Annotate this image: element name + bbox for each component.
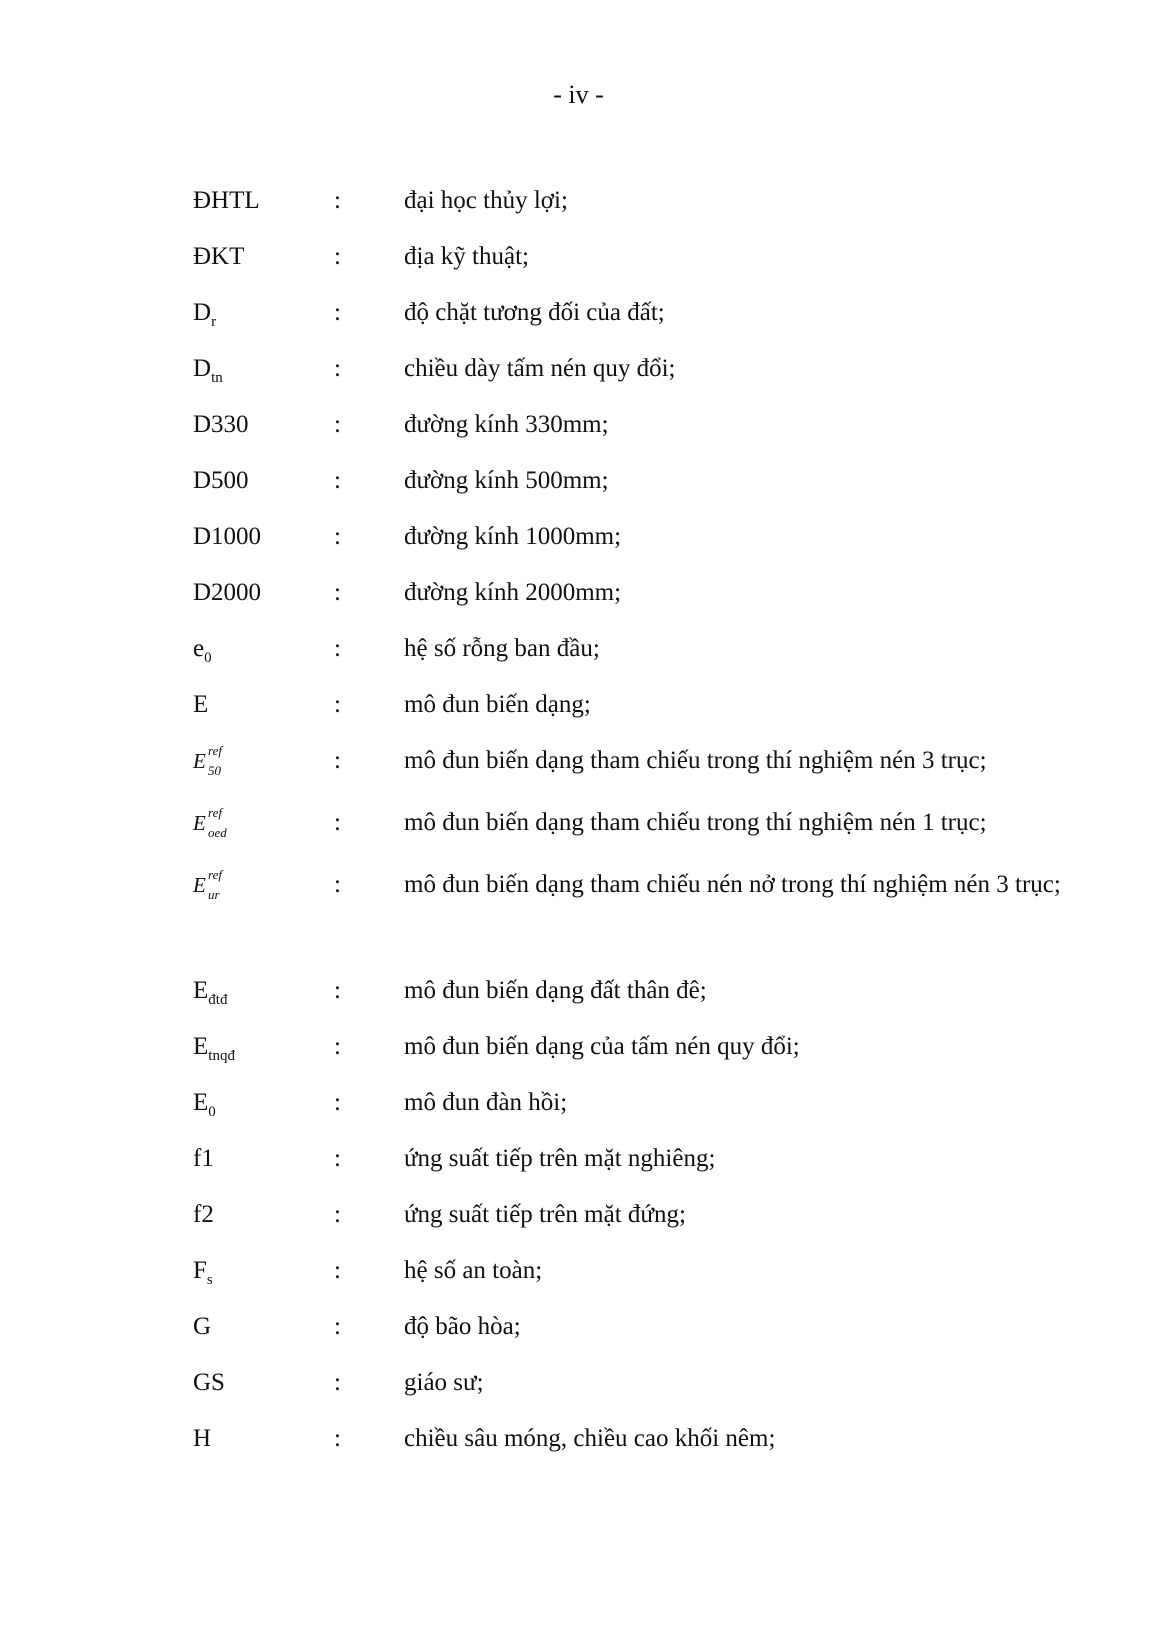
separator: : xyxy=(334,523,341,550)
list-item xyxy=(0,294,1157,350)
definition: đại học thủy lợi; xyxy=(404,187,568,214)
definition: mô đun biến dạng đất thân đê; xyxy=(404,977,707,1004)
list-item xyxy=(0,804,1157,866)
definition: mô đun đàn hồi; xyxy=(404,1089,568,1116)
separator: : xyxy=(334,411,341,438)
definition: độ chặt tương đối của đất; xyxy=(404,299,665,326)
list-item xyxy=(0,1028,1157,1084)
symbol-subscript: ur xyxy=(208,887,220,902)
definition: mô đun biến dạng tham chiếu nén nở trong thí nghiệm nén 3 trục; xyxy=(404,871,1061,898)
separator: : xyxy=(334,1145,341,1172)
symbol-subscript: r xyxy=(211,314,217,330)
symbol-base: e xyxy=(193,635,205,662)
separator: : xyxy=(334,871,341,898)
separator: : xyxy=(334,977,341,1004)
symbol: D1000 xyxy=(193,523,262,550)
list-item xyxy=(0,406,1157,462)
symbol: D500 xyxy=(193,467,249,494)
separator: : xyxy=(334,187,341,214)
symbol xyxy=(193,294,216,332)
definition: địa kỹ thuật; xyxy=(404,243,529,270)
list-item xyxy=(0,1140,1157,1196)
list-item xyxy=(0,350,1157,406)
definition: mô đun biến dạng tham chiếu trong thí nghiệm nén 1 trục; xyxy=(404,809,987,836)
symbol-base: D xyxy=(193,299,212,326)
definition: độ bão hòa; xyxy=(404,1313,521,1340)
symbol-base: E xyxy=(193,1033,209,1060)
definition: mô đun biến dạng; xyxy=(404,691,591,718)
symbol: G xyxy=(193,1313,212,1340)
symbol-subscript: đtđ xyxy=(208,992,228,1008)
definition: đường kính 500mm; xyxy=(404,467,609,494)
symbol: ĐHTL xyxy=(193,187,260,214)
definition: mô đun biến dạng của tấm nén quy đổi; xyxy=(404,1033,800,1060)
separator: : xyxy=(334,467,341,494)
symbol-subscript: 0 xyxy=(208,1104,216,1120)
symbol xyxy=(193,1084,216,1122)
symbol-base: E xyxy=(193,811,206,835)
symbol xyxy=(193,742,236,780)
separator: : xyxy=(334,579,341,606)
list-item xyxy=(0,630,1157,686)
definition: ứng suất tiếp trên mặt đứng; xyxy=(404,1201,686,1228)
symbol xyxy=(193,630,212,668)
definition: hệ số an toàn; xyxy=(404,1257,543,1284)
symbol xyxy=(193,972,227,1010)
math-symbol xyxy=(193,804,236,842)
math-symbol xyxy=(193,866,236,904)
symbol-base: D xyxy=(193,355,212,382)
symbol-subscript: 0 xyxy=(204,650,212,666)
definition: giáo sư; xyxy=(404,1369,484,1396)
symbol-subscript: tn xyxy=(211,370,223,386)
symbol-subscript: tnqđ xyxy=(208,1048,235,1064)
definition: đường kính 330mm; xyxy=(404,411,609,438)
page-number: - iv - xyxy=(553,80,604,109)
list-item xyxy=(0,462,1157,518)
abbreviation-list xyxy=(0,182,1157,1476)
list-item xyxy=(0,1420,1157,1476)
symbol-base: E xyxy=(193,873,206,897)
symbol-superscript: ref xyxy=(208,867,222,882)
symbol-superscript: ref xyxy=(208,743,222,758)
symbol-base: E xyxy=(193,749,206,773)
symbol: GS xyxy=(193,1369,225,1396)
list-item xyxy=(0,1364,1157,1420)
separator: : xyxy=(334,1257,341,1284)
list-item xyxy=(0,1084,1157,1140)
separator: : xyxy=(334,1089,341,1116)
symbol: H xyxy=(193,1425,212,1452)
definition: chiều sâu móng, chiều cao khối nêm; xyxy=(404,1425,776,1452)
math-symbol xyxy=(193,742,236,780)
symbol xyxy=(193,1028,235,1066)
list-item xyxy=(0,238,1157,294)
symbol-subscript: s xyxy=(206,1272,213,1288)
symbol-base: E xyxy=(193,1089,209,1116)
list-item xyxy=(0,518,1157,574)
separator: : xyxy=(334,691,341,718)
symbol: D2000 xyxy=(193,579,262,606)
symbol-subscript: oed xyxy=(208,825,227,840)
symbol-subscript: 50 xyxy=(208,763,221,778)
separator: : xyxy=(334,1201,341,1228)
separator: : xyxy=(334,809,341,836)
symbol: f1 xyxy=(193,1145,214,1172)
list-item xyxy=(0,742,1157,804)
symbol: ĐKT xyxy=(193,243,245,270)
separator: : xyxy=(334,1425,341,1452)
symbol-base: F xyxy=(193,1257,207,1284)
list-item xyxy=(0,182,1157,238)
list-item xyxy=(0,574,1157,630)
definition: ứng suất tiếp trên mặt nghiêng; xyxy=(404,1145,716,1172)
definition: đường kính 2000mm; xyxy=(404,579,622,606)
symbol-superscript: ref xyxy=(208,805,222,820)
list-item xyxy=(0,686,1157,742)
definition: đường kính 1000mm; xyxy=(404,523,622,550)
list-item xyxy=(0,1196,1157,1252)
symbol xyxy=(193,1252,213,1290)
separator: : xyxy=(334,747,341,774)
symbol: f2 xyxy=(193,1201,214,1228)
symbol xyxy=(193,350,223,388)
separator: : xyxy=(334,1313,341,1340)
symbol: E xyxy=(193,691,209,718)
separator: : xyxy=(334,635,341,662)
separator: : xyxy=(334,1369,341,1396)
symbol xyxy=(193,866,236,904)
separator: : xyxy=(334,243,341,270)
symbol: D330 xyxy=(193,411,249,438)
symbol-base: E xyxy=(193,977,209,1004)
separator: : xyxy=(334,355,341,382)
list-item xyxy=(0,866,1157,972)
separator: : xyxy=(334,299,341,326)
list-item xyxy=(0,972,1157,1028)
definition: hệ số rỗng ban đầu; xyxy=(404,635,600,662)
symbol xyxy=(193,804,236,842)
definition: chiều dày tấm nén quy đổi; xyxy=(404,355,676,382)
list-item xyxy=(0,1308,1157,1364)
definition: mô đun biến dạng tham chiếu trong thí nghiệm nén 3 trục; xyxy=(404,747,987,774)
separator: : xyxy=(334,1033,341,1060)
list-item xyxy=(0,1252,1157,1308)
